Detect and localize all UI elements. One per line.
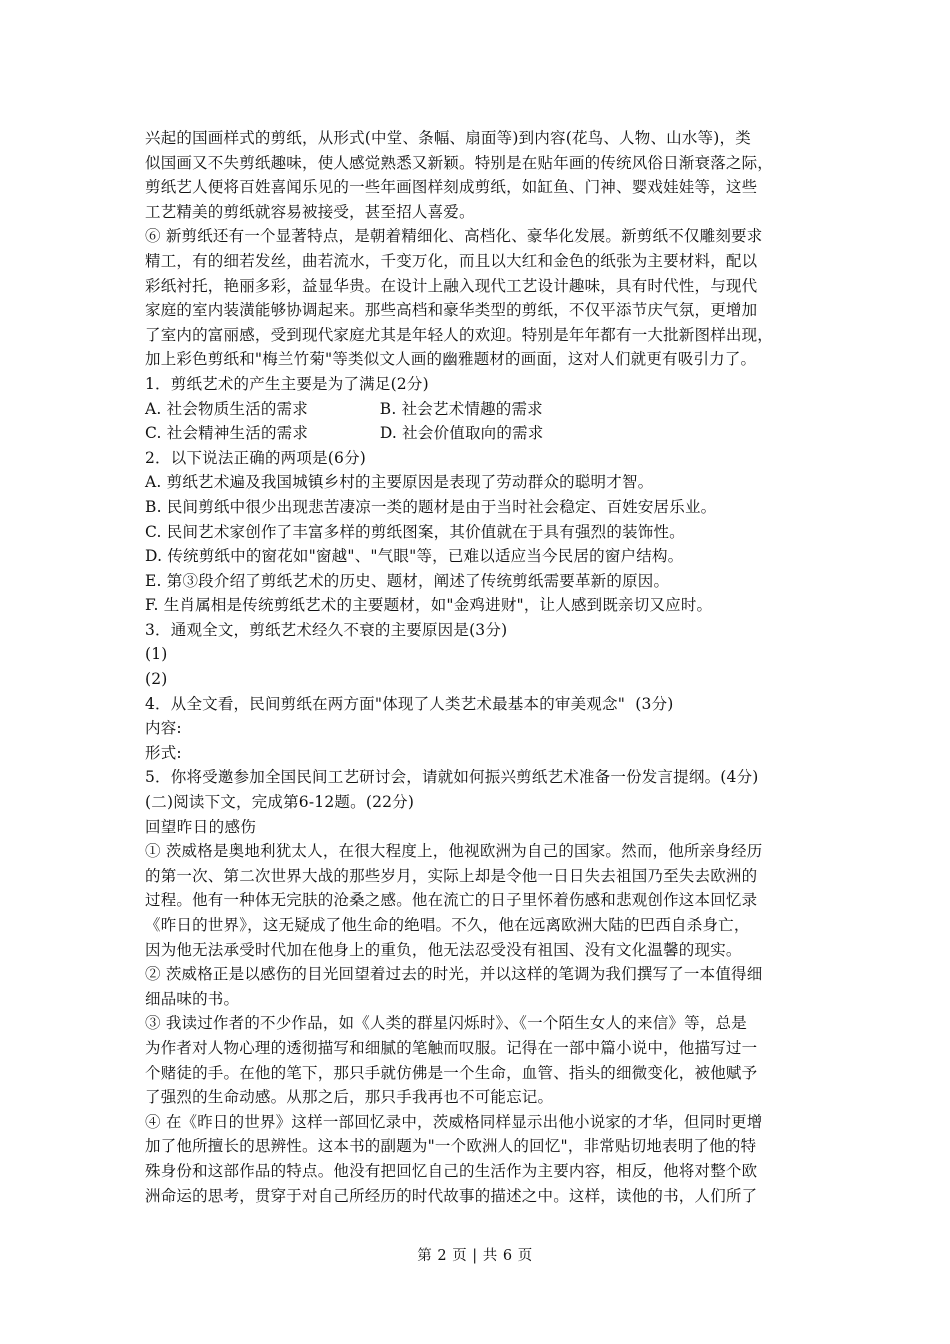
answer-slot-2: (2): [145, 670, 168, 689]
text-line: 个赌徒的手。在他的笔下，那只手就仿佛是一个生命，血管、指头的细微变化，被他赋予: [145, 1063, 758, 1082]
text-line: 《昨日的世界》，这无疑成了他生命的绝唱。不久，他在远离欧洲大陆的巴西自杀身亡，: [145, 916, 750, 934]
answer-content-label: 内容:: [145, 719, 182, 738]
page-content: [145, 126, 805, 1208]
text-line: 了强烈的生命动感。从那之后，那只手我再也不可能忘记。: [145, 1088, 554, 1107]
text-line: 为作者对人物心理的透彻描写和细腻的笔触而叹服。记得在一部中篇小说中，他描写过一: [145, 1038, 758, 1057]
question-2-option-f: F. 生肖属相是传统剪纸艺术的主要题材，如"金鸡进财"，让人感到既亲切又应时。: [145, 596, 713, 615]
question-2-option-d: D. 传统剪纸中的窗花如"窗越"、"气眼"等，已难以适应当今民居的窗户结构。: [145, 547, 684, 566]
question-4: 4．从全文看，民间剪纸在两方面"体现了人类艺术最基本的审美观念" (3分): [145, 694, 674, 713]
question-3: 3．通观全文，剪纸艺术经久不衰的主要原因是(3分): [145, 620, 508, 639]
text-line: ⑥ 新剪纸还有一个显著特点，是朝着精细化、高档化、豪华化发展。新剪纸不仅雕刻要求: [145, 227, 763, 246]
question-2-option-c: C. 民间艺术家创作了丰富多样的剪纸图案，其价值就在于具有强烈的装饰性。: [145, 522, 685, 541]
section-heading: (二)阅读下文，完成第6-12题。(22分): [145, 793, 415, 812]
text-line: ② 茨威格正是以感伤的目光回望着过去的时光，并以这样的笔调为我们撰写了一本值得细: [145, 965, 763, 984]
question-2-option-a: A. 剪纸艺术遍及我国城镇乡村的主要原因是表现了劳动群众的聪明才智。: [145, 473, 654, 492]
text-line: 加上彩色剪纸和"梅兰竹菊"等类似文人画的幽雅题材的画面，这对人们就更有吸引力了。: [145, 350, 757, 369]
text-line: 彩纸衬托，艳丽多彩，益显华贵。在设计上融入现代工艺设计趣味，具有时代性，与现代: [145, 276, 758, 295]
text-line: 似国画又不失剪纸趣味，使人感觉熟悉又新颖。特别是在贴年画的传统风俗日渐衰落之际，: [145, 153, 774, 172]
text-line: ④ 在《昨日的世界》这样一部回忆录中，茨威格同样显示出他小说家的才华，但同时更增: [145, 1112, 763, 1131]
text-line: 加了他所擅长的思辨性。这本书的副题为"一个欧洲人的回忆"，非常贴切地表明了他的特: [145, 1137, 757, 1156]
text-line: 过程。他有一种体无完肤的沧桑之感。他在流亡的日子里怀着伤感和悲观创作这本回忆录: [145, 891, 758, 910]
question-1-options-ab: A. 社会物质生活的需求 B. 社会艺术情趣的需求: [145, 399, 543, 418]
answer-slot-1: (1): [145, 645, 168, 664]
question-1-options-cd: C. 社会精神生活的需求 D. 社会价值取向的需求: [145, 424, 544, 443]
text-line: 细品味的书。: [145, 989, 240, 1008]
question-2-option-b: B. 民间剪纸中很少出现悲苦凄凉一类的题材是由于当时社会稳定、百姓安居乐业。: [145, 497, 717, 516]
answer-form-label: 形式:: [145, 743, 182, 762]
text-line: 殊身份和这部作品的特点。他没有把回忆自己的生活作为主要内容，相反，他将对整个欧: [145, 1161, 758, 1180]
text-line: 因为他无法承受时代加在他身上的重负，他无法忍受没有祖国、没有文化温馨的现实。: [145, 940, 742, 959]
text-line: ① 茨威格是奥地利犹太人，在很大程度上，他视欧洲为自己的国家。然而，他所亲身经历: [145, 842, 763, 861]
question-2-option-e: E. 第③段介绍了剪纸艺术的历史、题材，阐述了传统剪纸需要革新的原因。: [145, 571, 670, 590]
text-line: 的第一次、第二次世界大战的那些岁月，实际上却是令他一日日失去祖国乃至失去欧洲的: [145, 866, 758, 885]
text-line: 兴起的国画样式的剪纸，从形式(中堂、条幅、扇面等)到内容(花鸟、人物、山水等)，类: [145, 129, 751, 147]
question-1: 1．剪纸艺术的产生主要是为了满足(2分): [145, 374, 429, 393]
text-line: 了室内的富丽感，受到现代家庭尤其是年轻人的欢迎。特别是年年都有一大批新图样出现，: [145, 325, 774, 344]
text-line: 工艺精美的剪纸就容易被接受，甚至招人喜爱。: [145, 202, 475, 221]
text-line: 精工，有的细若发丝，曲若流水，千变万化，而且以大红和金色的纸张为主要材料，配以: [145, 251, 758, 270]
article-title: 回望昨日的感伤: [145, 817, 257, 836]
question-2: 2．以下说法正确的两项是(6分): [145, 448, 367, 467]
page-footer: 第 2 页 | 共 6 页: [417, 1248, 533, 1264]
text-line: 家庭的室内装潢能够协调起来。那些高档和豪华类型的剪纸，不仅平添节庆气氛，更增加: [145, 301, 758, 320]
text-line: 剪纸艺人便将百姓喜闻乐见的一些年画图样刻成剪纸，如缸鱼、门神、婴戏娃娃等，这些: [145, 178, 758, 197]
text-line: 洲命运的思考，贯穿于对自己所经历的时代故事的描述之中。这样，读他的书，人们所了: [145, 1186, 758, 1205]
question-5: 5．你将受邀参加全国民间工艺研讨会，请就如何振兴剪纸艺术准备一份发言提纲。(4分): [145, 768, 759, 787]
text-line: ③ 我读过作者的不少作品，如《人类的群星闪烁时》、《一个陌生女人的来信》等，总是: [145, 1014, 747, 1033]
